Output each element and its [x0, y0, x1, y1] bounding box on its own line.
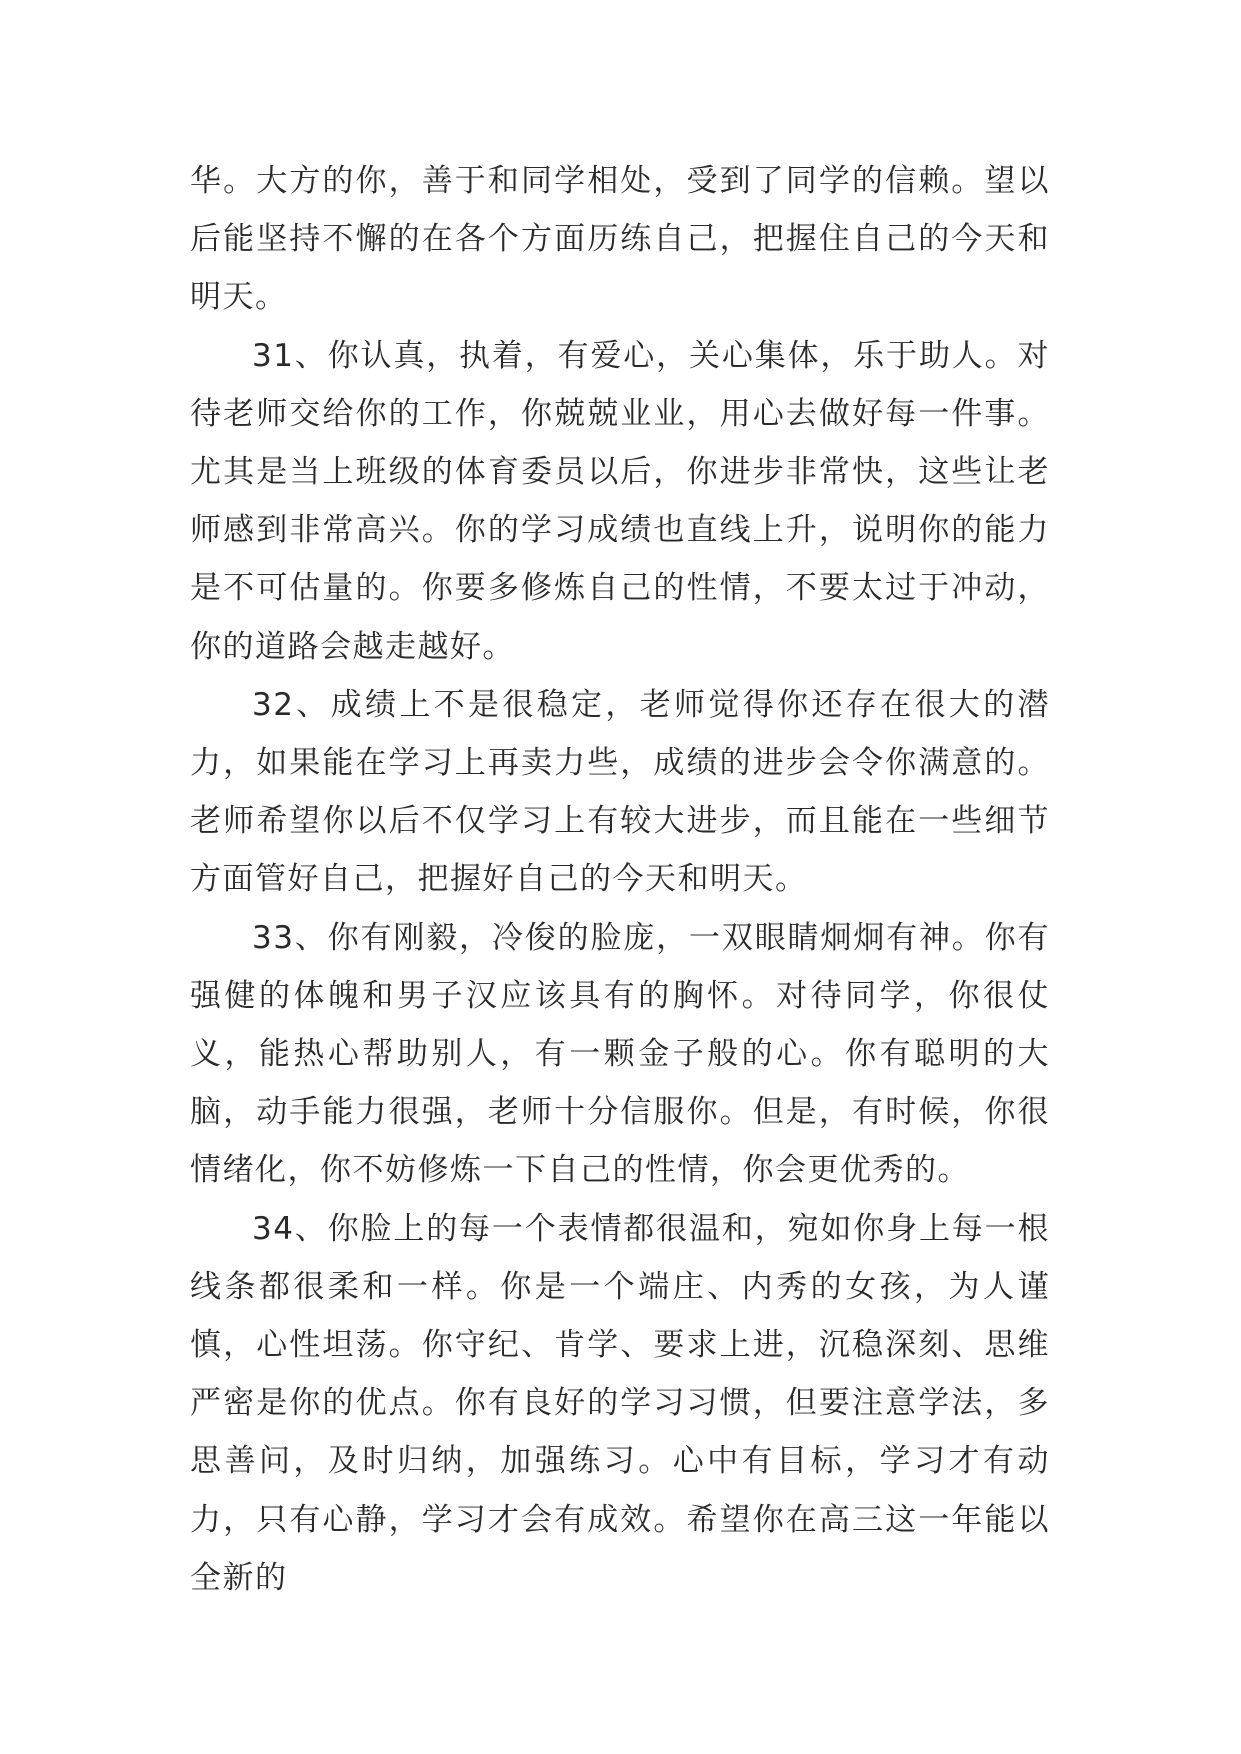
document-body [190, 152, 1050, 1607]
paragraph-33: 33、你有刚毅，冷俊的脸庞，一双眼睛炯炯有神。你有强健的体魄和男子汉应该具有的胸怀。对待同学，你很仗义，能热心帮助别人，有一颗金子般的心。你有聪明的大脑，动手能力很强，老师十分信服你。但是，有时候，你很情绪化，你不妨修炼一下自己的性情，你会更优秀的。 [190, 919, 1050, 1189]
paragraph-34: 34、你脸上的每一个表情都很温和，宛如你身上每一根线条都很柔和一样。你是一个端庄、内秀的女孩，为人谨慎，心性坦荡。你守纪、肯学、要求上进，沉稳深刻、思维严密是你的优点。你有良好的学习习惯，但要注意学法，多思善问，及时归纳，加强练习。心中有目标，学习才有动力，只有心静，学习才会有成效。希望你在高三这一年能以全新的 [190, 1210, 1050, 1596]
paragraph-continuation: 华。大方的你，善于和同学相处，受到了同学的信赖。望以后能坚持不懈的在各个方面历练自己，把握住自己的今天和明天。 [190, 163, 1050, 316]
paragraph-32: 32、成绩上不是很稳定，老师觉得你还存在很大的潜力，如果能在学习上再卖力些，成绩的进步会令你满意的。老师希望你以后不仅学习上有较大进步，而且能在一些细节方面管好自己，把握好自己的今天和明天。 [190, 686, 1050, 898]
paragraph-31: 31、你认真，执着，有爱心，关心集体，乐于助人。对待老师交给你的工作，你兢兢业业，用心去做好每一件事。尤其是当上班级的体育委员以后，你进步非常快，这些让老师感到非常高兴。你的学习成绩也直线上升，说明你的能力是不可估量的。你要多修炼自己的性情，不要太过于冲动，你的道路会越走越好。 [190, 337, 1050, 665]
